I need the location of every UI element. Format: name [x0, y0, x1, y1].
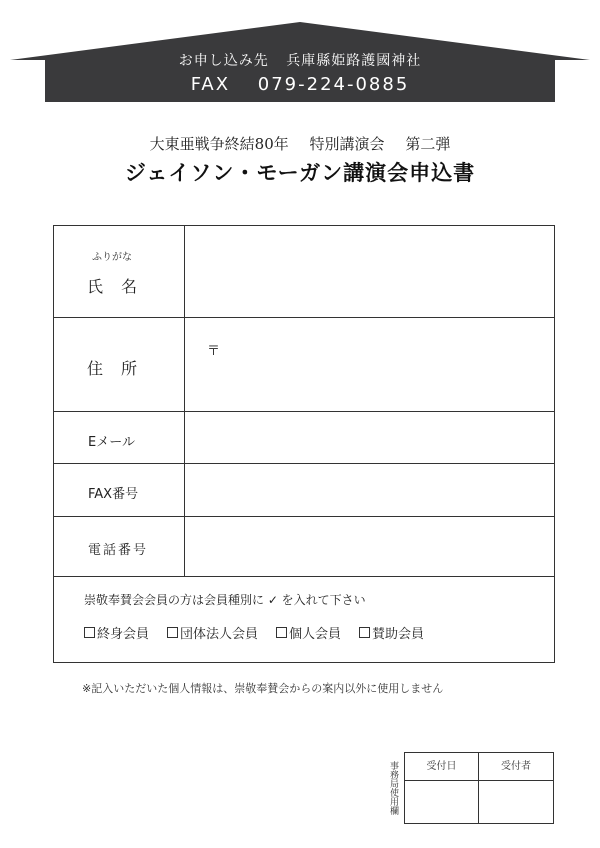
contact-label: お申し込み先	[178, 53, 269, 69]
option-lifetime[interactable]	[84, 623, 149, 642]
fax-label-cell	[54, 464, 185, 516]
option-label: 個人会員	[289, 627, 342, 642]
name-row	[54, 226, 554, 318]
phone-field[interactable]	[185, 517, 554, 576]
office-use-table	[404, 752, 554, 824]
phone-label: 電話番号	[88, 543, 149, 558]
page-title: ジェイソン・モーガン講演会申込書	[124, 160, 476, 185]
option-individual[interactable]	[276, 623, 341, 642]
fax-number: 079-224-0885	[257, 74, 410, 95]
email-row	[54, 412, 554, 464]
name-label-cell	[54, 226, 185, 317]
received-date-col	[405, 753, 479, 823]
furigana-label: ふりがな	[92, 252, 132, 263]
postal-mark: 〒	[207, 344, 221, 359]
fax-line	[10, 74, 590, 95]
phone-label-cell	[54, 517, 185, 576]
office-use-box	[384, 752, 554, 824]
address-row	[54, 318, 554, 412]
membership-options	[84, 623, 424, 642]
checkbox-icon[interactable]	[276, 627, 287, 638]
email-label-cell	[54, 412, 185, 463]
option-label: 終身会員	[97, 627, 150, 642]
contact-line	[10, 50, 590, 70]
fax-label: FAX	[190, 74, 231, 95]
privacy-note: ※記入いただいた個人情報は、崇敬奉賛会からの案内以外に使用しません	[82, 682, 444, 695]
subtitle-part3: 第二弾	[405, 135, 451, 153]
subtitle-part2: 特別講演会	[309, 135, 385, 153]
option-corporate[interactable]	[167, 623, 258, 642]
subtitle-part1: 大東亜戦争終結80年	[149, 135, 289, 153]
phone-row	[54, 517, 554, 577]
option-label: 団体法人会員	[180, 627, 259, 642]
checkbox-icon[interactable]	[84, 627, 95, 638]
address-label-cell	[54, 318, 185, 411]
office-use-label: 事務局使用欄	[388, 761, 398, 815]
header-banner	[10, 22, 590, 102]
checkbox-icon[interactable]	[359, 627, 370, 638]
email-field[interactable]	[185, 412, 554, 463]
option-supporting[interactable]	[359, 623, 424, 642]
member-note: 崇敬奉賛会会員の方は会員種別に ✓ を入れて下さい	[84, 593, 366, 607]
name-field[interactable]	[185, 226, 554, 317]
fax-row	[54, 464, 554, 517]
fax-field[interactable]	[185, 464, 554, 516]
option-label: 賛助会員	[372, 627, 425, 642]
received-date-header: 受付日	[405, 753, 478, 781]
email-label: Eメール	[88, 435, 135, 450]
shrine-name: 兵庫縣姫路護國神社	[286, 53, 422, 69]
receiver-col	[479, 753, 553, 823]
receiver-header: 受付者	[479, 753, 553, 781]
fax-number-label: FAX番号	[88, 487, 139, 502]
membership-row	[54, 577, 554, 662]
address-label: 住所	[87, 359, 156, 378]
address-field[interactable]	[185, 318, 554, 411]
name-label: 氏名	[87, 277, 156, 296]
application-form	[53, 225, 555, 663]
subtitle	[0, 133, 600, 154]
checkbox-icon[interactable]	[167, 627, 178, 638]
